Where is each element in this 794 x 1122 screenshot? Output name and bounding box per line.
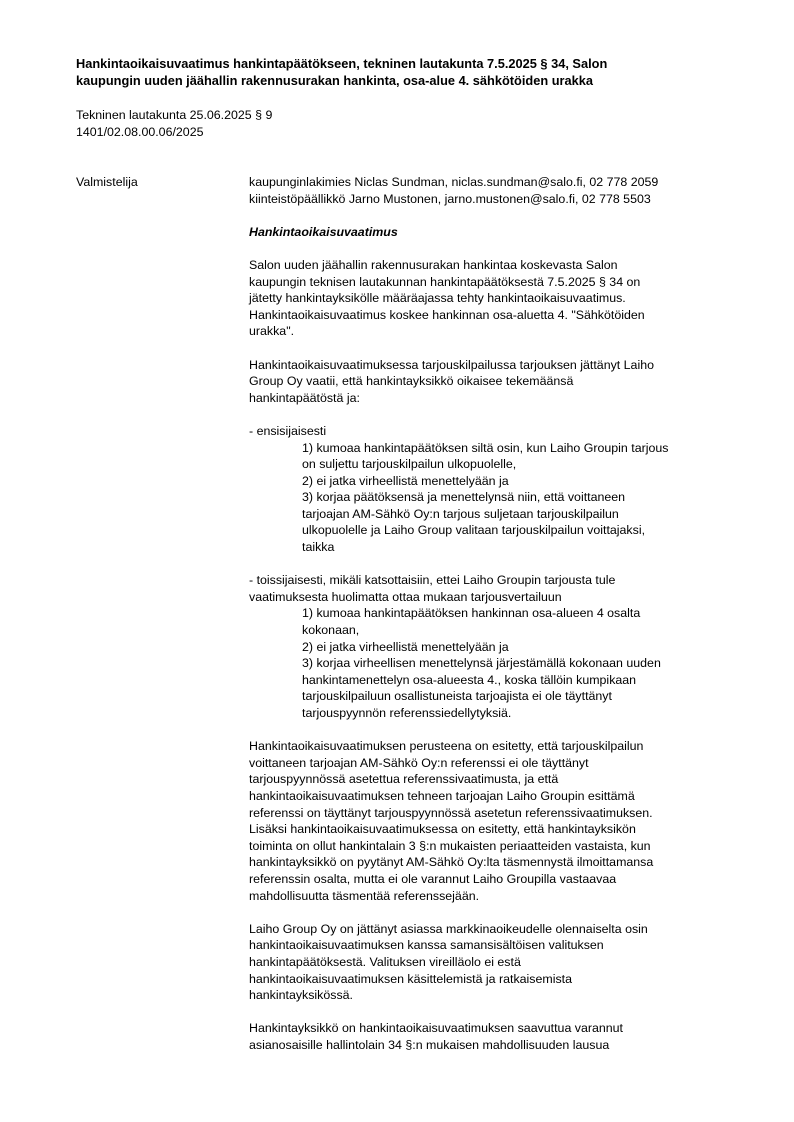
list-item: tarjouspyynnön referenssiedellytyksiä. bbox=[302, 706, 512, 720]
list-item: 2) ei jatka virheellistä menettelyään ja bbox=[302, 473, 509, 488]
text-line: Hankintaoikaisuvaatimuksen perusteena on esitetty, että tarjouskilpailun bbox=[249, 739, 644, 754]
preparer-line: kiinteistöpäällikkö Jarno Mustonen, jarno.mustonen@salo.fi, 02 778 5503 bbox=[249, 191, 651, 206]
text-line: hankintayksikkö on pyytänyt AM-Sähkö Oy:lta täsmennystä ilmoittamansa bbox=[249, 855, 654, 870]
text-line: hankintaoikaisuvaatimuksen tehneen tarjoajan Laiho Groupin esittämä bbox=[249, 788, 635, 803]
text-line: hankintaoikaisuvaatimuksen käsittelemistä ja ratkaisemista bbox=[249, 971, 572, 986]
text-line: hankintapäätöksestä. Valituksen vireilläolo ei estä bbox=[249, 954, 521, 969]
text-line: Group Oy vaatii, että hankintayksikkö oikaisee tekemäänsä bbox=[249, 374, 574, 389]
list-item: ulkopuolelle ja Laiho Group valitaan tarjouskilpailun voittajaksi, bbox=[302, 523, 646, 538]
primary-demands-list bbox=[249, 423, 749, 556]
record-id: 1401/02.08.00.06/2025 bbox=[76, 124, 204, 139]
document-title bbox=[76, 56, 736, 89]
list-item: 2) ei jatka virheellistä menettelyään ja bbox=[302, 639, 509, 654]
preparer-line: kaupunginlakimies Niclas Sundman, niclas.sundman@salo.fi, 02 778 2059 bbox=[249, 175, 659, 189]
text-line: referenssi on täyttänyt tarjouspyynnössä asetetun referenssivaatimuksen. bbox=[249, 805, 653, 820]
text-line: hankintayksikössä. bbox=[249, 988, 353, 1003]
meeting-reference: Tekninen lautakunta 25.06.2025 § 9 bbox=[76, 108, 273, 122]
text-line: voittaneen tarjoajan AM-Sähkö Oy:n referenssi ei ole täyttänyt bbox=[249, 755, 589, 770]
text-line: Hankintaoikaisuvaatimus koskee hankinnan osa-aluetta 4. "Sähkötöiden bbox=[249, 307, 645, 322]
text-line: jätetty hankintayksikölle määräajassa tehty hankintaoikaisuvaatimus. bbox=[249, 291, 626, 306]
text-line: mahdollisuutta täsmentää referenssejään. bbox=[249, 888, 480, 903]
section-heading: Hankintaoikaisuvaatimus bbox=[249, 224, 398, 239]
document-body bbox=[249, 174, 749, 1053]
list-item: on suljettu tarjouskilpailun ulkopuolelle, bbox=[302, 457, 517, 472]
text-line: kaupungin teknisen lautakunnan hankintapäätöksestä 7.5.2025 § 34 on bbox=[249, 274, 641, 289]
paragraph bbox=[249, 921, 749, 1004]
text-line: Hankintaoikaisuvaatimuksessa tarjouskilpailussa tarjouksen jättänyt Laiho bbox=[249, 357, 654, 372]
paragraph bbox=[249, 357, 749, 407]
list-item: tarjouskilpailuun osallistuneista tarjoajista ei ole täyttänyt bbox=[302, 689, 612, 704]
text-line: Hankintayksikkö on hankintaoikaisuvaatimuksen saavuttua varannut bbox=[249, 1021, 623, 1036]
text-line: asianosaisille hallintolain 34 §:n mukaisen mahdollisuuden lausua bbox=[249, 1037, 610, 1052]
text-line: Salon uuden jäähallin rakennusurakan hankintaa koskevasta Salon bbox=[249, 257, 618, 272]
text-line: Laiho Group Oy on jättänyt asiassa markkinaoikeudelle olennaiselta osin bbox=[249, 921, 648, 936]
list-item: 3) korjaa päätöksensä ja menettelynsä niin, että voittaneen bbox=[302, 490, 626, 505]
text-line: toiminta on ollut hankintalain 3 §:n mukaisten periaatteiden vastaista, kun bbox=[249, 838, 651, 853]
paragraph bbox=[249, 257, 749, 340]
list-item: 1) kumoaa hankintapäätöksen siltä osin, kun Laiho Groupin tarjous bbox=[302, 440, 669, 455]
list-intro: - toissijaisesti, mikäli katsottaisiin, ettei Laiho Groupin tarjousta tule bbox=[249, 573, 616, 588]
text-line: hankintaoikaisuvaatimuksen kanssa samansisältöisen valituksen bbox=[249, 938, 604, 953]
text-line: urakka". bbox=[249, 324, 295, 339]
title-line: kaupungin uuden jäähallin rakennusurakan hankinta, osa-alue 4. sähkötöiden urakka bbox=[76, 72, 593, 88]
title-line: Hankintaoikaisuvaatimus hankintapäätökseen, tekninen lautakunta 7.5.2025 § 34, Salon bbox=[76, 56, 608, 71]
text-line: tarjouspyynnössä asetettua referenssivaatimusta, ja että bbox=[249, 772, 559, 787]
preparer-label: Valmistelija bbox=[76, 175, 138, 189]
secondary-demands-list bbox=[249, 572, 749, 721]
meeting-meta bbox=[76, 107, 272, 140]
list-item: tarjoajan AM-Sähkö Oy:n tarjous suljetaan tarjouskilpailun bbox=[302, 506, 619, 521]
list-item: kokonaan, bbox=[302, 623, 360, 638]
paragraph bbox=[249, 1020, 749, 1053]
list-intro: vaatimuksesta huolimatta ottaa mukaan tarjousvertailuun bbox=[249, 589, 562, 604]
list-item: 1) kumoaa hankintapäätöksen hankinnan osa-alueen 4 osalta bbox=[302, 606, 641, 621]
list-item: hankintamenettelyn osa-alueesta 4., koska tällöin kumpikaan bbox=[302, 672, 637, 687]
text-line: hankintapäätöstä ja: bbox=[249, 390, 360, 405]
list-item: taikka bbox=[302, 540, 335, 555]
list-item: 3) korjaa virheellisen menettelynsä järjestämällä kokonaan uuden bbox=[302, 656, 661, 671]
text-line: Lisäksi hankintaoikaisuvaatimuksessa on esitetty, että hankintayksikön bbox=[249, 822, 636, 837]
text-line: referenssin osalta, mutta ei ole varannut Laiho Groupilla vastaavaa bbox=[249, 871, 617, 886]
list-intro: - ensisijaisesti bbox=[249, 423, 327, 438]
paragraph bbox=[249, 738, 749, 904]
